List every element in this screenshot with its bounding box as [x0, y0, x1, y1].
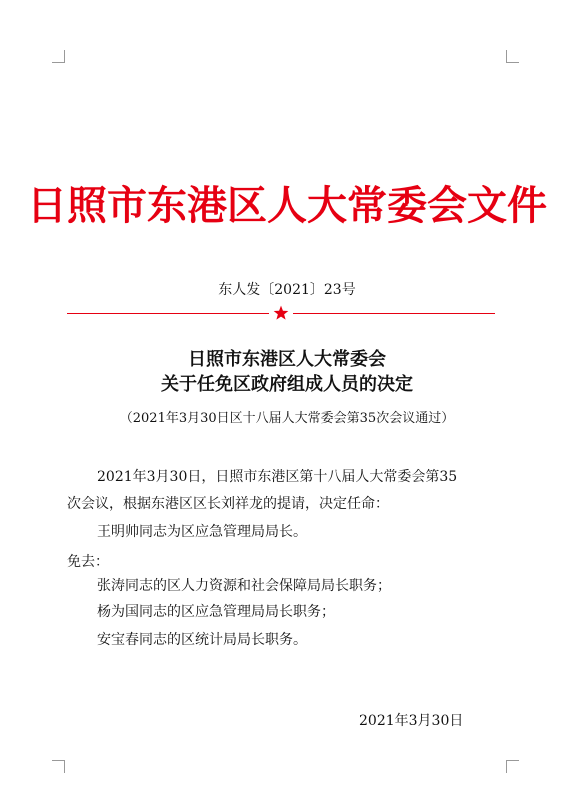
document-number: 东人发〔2021〕23号	[218, 282, 356, 298]
crop-mark-top-right	[506, 50, 519, 63]
divider-line-right	[293, 313, 495, 314]
crop-mark-bottom-left	[52, 760, 65, 773]
crop-mark-bottom-right	[506, 760, 519, 773]
star-icon	[273, 305, 289, 321]
crop-mark-top-left	[52, 50, 65, 63]
document-header-title: 日照市东港区人大常委会文件	[27, 182, 547, 229]
dismiss-label: 免去：	[67, 554, 109, 570]
document-date: 2021年3月30日	[359, 713, 464, 729]
appointment-item: 王明帅同志为区应急管理局局长。	[97, 524, 307, 540]
dismissal-item: 张涛同志的区人力资源和社会保障局局长职务；	[97, 578, 391, 594]
red-divider	[67, 307, 495, 321]
decision-subtitle: （2021年3月30日区十八届人大常委会第35次会议通过）	[119, 411, 455, 426]
dismissal-item: 杨为国同志的区应急管理局局长职务；	[97, 604, 335, 620]
divider-line-left	[67, 313, 269, 314]
decision-title-line2: 关于任免区政府组成人员的决定	[161, 374, 413, 395]
body-paragraph-line1: 2021年3月30日，日照市东港区第十八届人大常委会第35	[97, 469, 458, 485]
body-paragraph-line2: 次会议，根据东港区区长刘祥龙的提请，决定任命：	[67, 496, 389, 512]
dismissal-item: 安宝春同志的区统计局局长职务。	[97, 632, 307, 648]
decision-title-line1: 日照市东港区人大常委会	[188, 349, 386, 370]
